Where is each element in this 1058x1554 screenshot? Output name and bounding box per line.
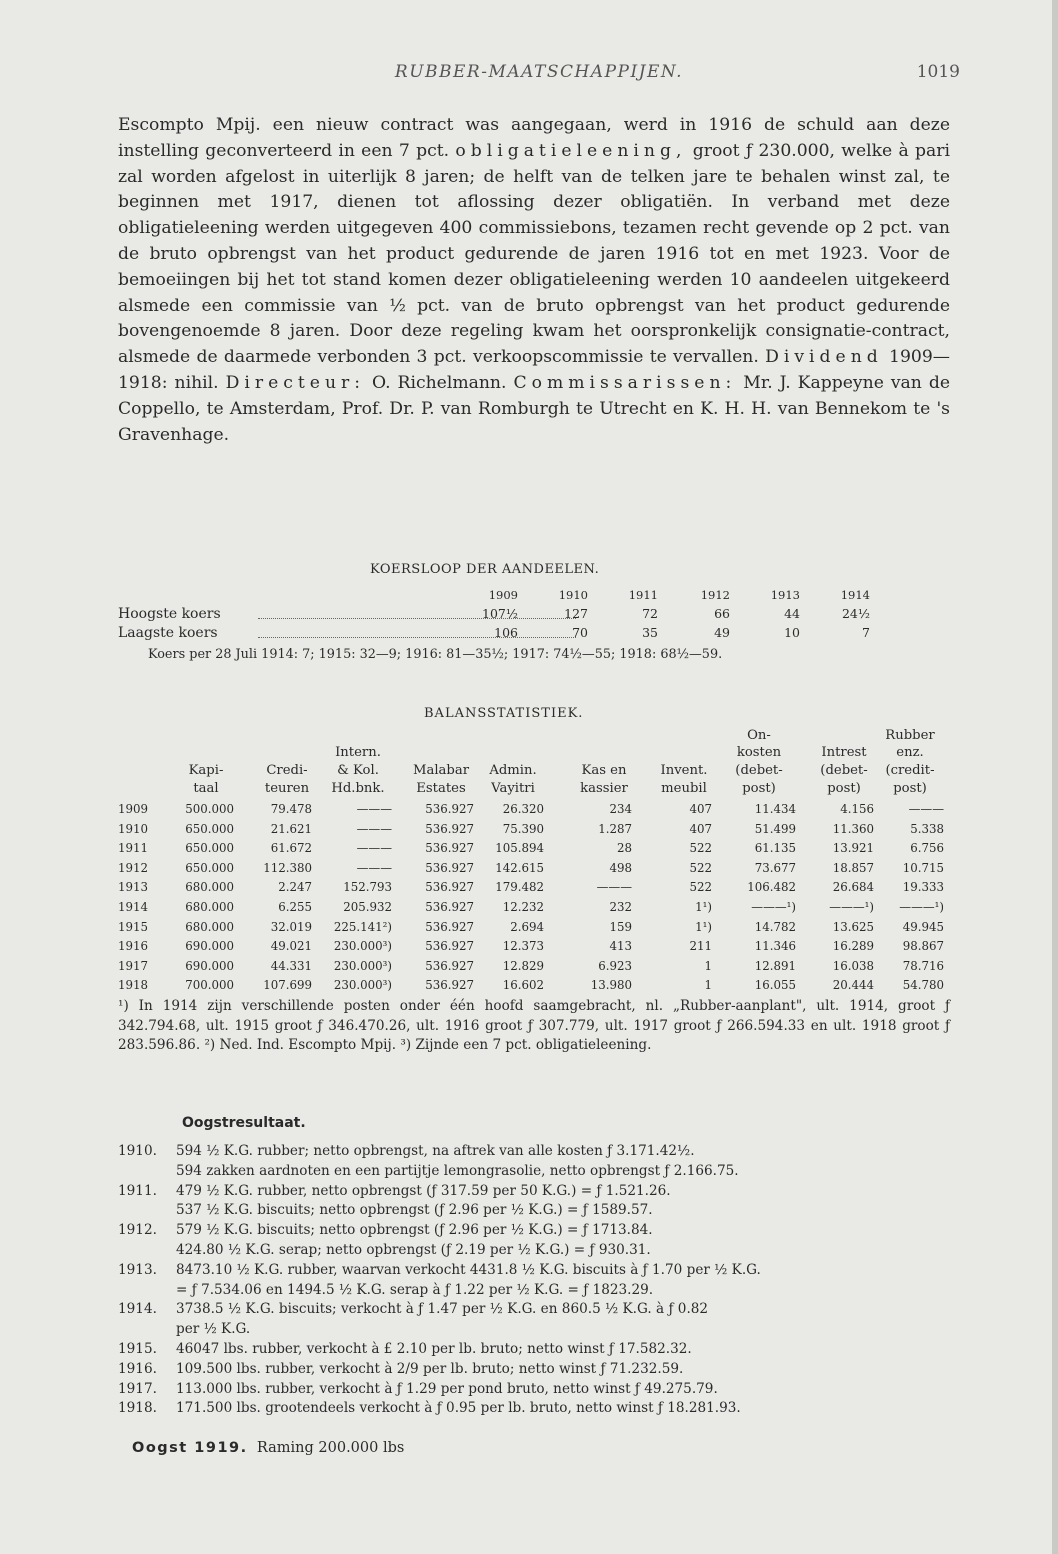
table-cell: 6.923 [598,958,632,973]
column-header: Kapi- [188,763,224,778]
page-edge [1052,0,1058,1554]
oogst-year: 1913. [118,1261,157,1278]
year-header: 1912 [700,588,730,602]
column-header: post) [742,781,776,796]
table-cell: 680.000 [185,900,234,914]
table-cell: 1 [704,978,712,993]
year-header: 1910 [558,588,588,602]
table-cell: 225.141²) [333,919,392,934]
table-cell: 536.927 [425,860,474,875]
table-cell: ——— [356,860,392,875]
oogst-year: 1914. [118,1301,157,1318]
row-year: 1918 [118,978,149,993]
table-cell: 107.699 [263,978,312,993]
column-header: teuren [264,781,310,796]
column-header: kosten [736,745,782,760]
table-cell: 20.444 [832,978,874,993]
table-cell: 16.289 [832,939,874,954]
column-header: (debet- [820,763,868,778]
oogst-year: 1917. [118,1380,157,1397]
oogst-text: 594 zakken aardnoten en een partijtje lemongrasolie, netto opbrengst ƒ 2.166.75. [176,1162,739,1179]
column-header: enz. [896,745,924,760]
column-header: post) [893,781,927,796]
table-cell: 232 [609,900,632,914]
oogst-text: 46047 lbs. rubber, verkocht à £ 2.10 per lb. bruto; netto winst ƒ 17.582.32. [176,1341,692,1357]
koers-row-low [118,625,950,643]
column-header: meubil [661,781,707,796]
row-year: 1917 [118,958,149,973]
table-cell: ——— [596,880,632,895]
oogst-text: per ½ K.G. [176,1321,251,1338]
table-cell: ——— [356,841,392,856]
koers-value: 107½ [482,606,518,621]
table-cell: 18.857 [832,860,874,875]
table-cell: ——— [908,802,944,816]
koers-label: Laagste koers [118,625,218,641]
koers-value: 106 [494,625,518,640]
page-number: 1019 [916,62,960,82]
column-header: Kas en [581,763,627,778]
table-cell: 4.156 [840,802,874,816]
oogst-year: 1916. [118,1360,157,1377]
table-cell: 1¹) [695,900,712,914]
table-cell: 230.000³) [333,978,392,993]
table-cell: 26.320 [502,802,544,816]
table-row [0,841,1058,860]
table-cell: 16.038 [832,958,874,973]
balans-footnote: ¹) In 1914 zijn verschillende posten onder één hoofd saamgebracht, nl. „Rubber-aanplant", ult. 1914, groot ƒ 342.794.68, ult. 1915 groot ƒ 346.470.26, ult. 1916 groot ƒ 307.779, ult. 1917 groot ƒ 266.594.33 en ult. 1918 groot ƒ 283.596.86. ²) Ned. Ind. Escompto Mpij. ³) Zijnde een 7 pct. obligatieleening. [118,998,950,1053]
oogst-year: 1912. [118,1222,157,1239]
koers-value: 24½ [841,606,870,621]
table-cell: 230.000³) [333,939,392,954]
row-year: 1913 [118,880,149,895]
table-cell: 159 [609,919,632,934]
table-cell: 78.716 [902,958,944,973]
table-cell: 61.135 [754,841,796,856]
year-header: 1914 [840,588,870,602]
oogst-text: 113.000 lbs. rubber, verkocht à ƒ 1.29 per pond bruto, netto winst ƒ 49.275.79. [176,1380,718,1397]
table-cell: 152.793 [343,880,392,895]
balans-title: BALANSSTATISTIEK. [424,706,584,721]
column-header: Invent. [660,763,708,778]
oogst-text: 109.500 lbs. rubber, verkocht à 2/9 per lb. bruto; netto winst ƒ 71.232.59. [176,1360,684,1377]
spaced-term: obligatieleening, [455,140,687,161]
table-cell: 407 [689,821,712,836]
year-header: 1913 [770,588,800,602]
koers-note: Koers per 28 Juli 1914: 7; 1915: 32—9; 1916: 81—35½; 1917: 74½—55; 1918: 68½—59. [148,647,723,662]
column-header: Credi- [266,763,308,778]
table-cell: 13.921 [832,841,874,856]
koers-value: 44 [784,606,800,621]
row-year: 1914 [118,900,149,914]
table-cell: 536.927 [425,880,474,895]
column-header: Intern. [335,745,381,760]
table-row [0,822,1058,841]
header-title: RUBBER-MAATSCHAPPIJEN. [394,62,684,82]
table-cell: 690.000 [185,939,234,954]
oogst-year: 1915. [118,1341,157,1357]
row-year: 1910 [118,821,149,836]
table-row [0,959,1058,978]
table-cell: 61.672 [270,841,312,856]
table-cell: 44.331 [270,958,312,973]
column-header: Intrest [821,745,867,760]
table-cell: 2.247 [278,880,312,895]
table-cell: 2.694 [510,919,544,934]
table-cell: 650.000 [185,841,234,856]
table-cell: 680.000 [185,880,234,895]
koers-value: 70 [572,625,588,640]
row-year: 1912 [118,860,149,875]
oogst-final-label: Oogst 1919. [132,1440,248,1456]
koers-value: 66 [714,606,730,621]
koers-row-high [118,606,950,624]
table-row [0,920,1058,939]
oogst-text: 579 ½ K.G. biscuits; netto opbrengst (ƒ 2.96 per ½ K.G.) = ƒ 1713.84. [176,1222,653,1239]
oogst-title: Oogstresultaat. [182,1115,306,1131]
column-header: Admin. [489,763,537,778]
column-header: Vayitri [491,781,535,796]
column-header: Malabar [412,763,470,778]
table-cell: 205.932 [343,900,392,914]
table-cell: 536.927 [425,958,474,973]
table-cell: 11.434 [754,802,796,816]
oogst-final-text: Raming 200.000 lbs [256,1440,405,1456]
oogst-text: 424.80 ½ K.G. serap; netto opbrengst (ƒ 2.19 per ½ K.G.) = ƒ 930.31. [176,1242,651,1258]
directeur-value: O. Richelmann. [365,372,514,393]
table-cell: 5.338 [910,821,944,836]
table-cell: 680.000 [185,919,234,934]
table-cell: 536.927 [425,841,474,856]
row-year: 1909 [118,802,149,816]
table-cell: ———¹) [829,900,874,914]
table-cell: 1¹) [695,919,712,934]
table-cell: 12.829 [502,958,544,973]
table-row [0,861,1058,880]
body-text-2: groot ƒ 230.000, welke à pari zal worden afgelost in uiterlijk 8 jaren; de helft van de telken jare te behalen winst zal, te beginnen met 1917, dienen tot aflossing dezer obligatiën. In verband met deze obligatieleening werden uitgegeven 400 commissiebons, tezamen recht gevende op 2 pct. van de bruto opbrengst van het product gedurende de jaren 1916 tot en met 1923. Voor de bemoeiingen bij het tot stand komen dezer obligatieleening werden 10 aandeelen uitgekeerd alsmede een commissie van ½ pct. van de bruto opbrengst van het product gedurende bovengenoemde 8 jaren. Door deze regeling kwam het oorspronkelijk consignatie-contract, alsmede de daarmede verbonden 3 pct. verkoopscommissie te vervallen. [118,140,950,368]
table-cell: 112.380 [263,860,312,875]
table-cell: 413 [609,939,632,954]
table-cell: 32.019 [270,919,312,934]
table-cell: 522 [689,860,712,875]
table-cell: 49.945 [902,919,944,934]
table-cell: 536.927 [425,802,474,816]
table-row [0,880,1058,899]
year-header: 1909 [488,588,518,602]
table-cell: 536.927 [425,919,474,934]
koersloop-title: KOERSLOOP DER AANDEELEN. [370,562,600,577]
table-cell: 16.602 [502,978,544,993]
table-cell: 19.333 [902,880,944,895]
table-cell: 650.000 [185,860,234,875]
table-cell: 690.000 [185,958,234,973]
table-cell: 650.000 [185,821,234,836]
column-header: & Kol. [337,763,379,778]
oogst-year: 1911. [118,1182,157,1199]
table-cell: 49.021 [270,939,312,954]
running-header [118,62,960,90]
year-header: 1911 [628,588,658,602]
table-cell: 536.927 [425,900,474,914]
column-header: (debet- [735,763,783,778]
table-cell: 179.482 [495,880,544,895]
table-cell: 51.499 [754,821,796,836]
table-row [0,978,1058,997]
koers-value: 49 [714,625,730,640]
column-header: Rubber [885,728,935,743]
table-cell: 73.677 [754,860,796,875]
table-cell: ———¹) [751,900,796,914]
table-cell: 536.927 [425,939,474,954]
dividend-value: 1909—1918: nihil. [118,347,950,393]
table-cell: 14.782 [754,919,796,934]
koers-value: 35 [642,625,658,640]
oogst-year: 1918. [118,1400,157,1417]
koers-value: 72 [642,606,658,621]
table-cell: 106.482 [747,880,796,895]
column-header: kassier [580,781,628,796]
table-cell: 11.346 [754,939,796,954]
table-cell: 1.287 [598,821,632,836]
table-cell: 230.000³) [333,958,392,973]
table-cell: ——— [356,821,392,836]
table-cell: 522 [689,841,712,856]
table-cell: 13.980 [590,978,632,993]
table-cell: 12.373 [502,939,544,954]
koers-value: 7 [862,625,870,640]
table-cell: 10.715 [902,860,944,875]
body-paragraph [118,113,950,448]
column-header: taal [193,781,219,796]
column-header: On- [747,728,771,743]
oogst-year: 1910. [118,1143,157,1159]
table-row [0,900,1058,919]
oogst-text: 8473.10 ½ K.G. rubber, waarvan verkocht 4431.8 ½ K.G. biscuits à ƒ 1.70 per ½ K.G. [176,1261,761,1278]
oogst-text: 479 ½ K.G. rubber, netto opbrengst (ƒ 317.59 per 50 K.G.) = ƒ 1.521.26. [176,1182,671,1199]
table-cell: 500.000 [185,802,234,816]
table-cell: 536.927 [425,821,474,836]
table-cell: 79.478 [270,802,312,816]
table-cell: 21.621 [270,821,312,836]
table-cell: 142.615 [495,860,544,875]
column-header: post) [827,781,861,796]
koers-value: 10 [784,625,800,640]
commissarissen-label: Commissarissen: [513,372,737,393]
oogst-text: = ƒ 7.534.06 en 1494.5 ½ K.G. serap à ƒ 1.22 per ½ K.G. = ƒ 1823.29. [176,1281,654,1298]
body-text-1: Escompto Mpij. een nieuw contract was aangegaan, werd in 1916 de schuld aan deze instelling geconverteerd in een 7 pct. [118,115,950,161]
table-cell: 234 [609,802,632,816]
table-cell: ———¹) [899,900,944,914]
table-row [0,939,1058,958]
oogst-text: 171.500 lbs. grootendeels verkocht à ƒ 0.95 per lb. bruto, netto winst ƒ 18.281.93. [176,1400,741,1417]
table-cell: 12.232 [502,900,544,914]
table-cell: 536.927 [425,978,474,993]
row-year: 1911 [118,841,149,856]
directeur-label: Directeur: [225,372,366,393]
row-year: 1916 [118,939,149,954]
commissarissen-value: Mr. J. Kappeyne van de Coppello, te Amsterdam, Prof. Dr. P. van Romburgh te Utrecht en K. H. H. van Bennekom te 's Gravenhage. [118,372,951,445]
table-cell: 13.625 [832,919,874,934]
table-cell: 11.360 [832,821,874,836]
table-cell: 54.780 [902,978,944,993]
table-cell: 498 [609,860,632,875]
column-header: Hd.bnk. [331,781,385,796]
row-year: 1915 [118,919,149,934]
table-cell: 522 [689,880,712,895]
koers-label: Hoogste koers [118,606,221,622]
oogst-text: 3738.5 ½ K.G. biscuits; verkocht à ƒ 1.47 per ½ K.G. en 860.5 ½ K.G. à ƒ 0.82 [176,1301,709,1318]
table-cell: 26.684 [832,880,874,895]
table-cell: 211 [689,939,712,954]
table-cell: ——— [356,802,392,816]
table-cell: 28 [616,841,632,856]
oogst-text: 537 ½ K.G. biscuits; netto opbrengst (ƒ 2.96 per ½ K.G.) = ƒ 1589.57. [176,1202,653,1219]
dividend-label: Dividend [765,347,883,368]
table-cell: 700.000 [185,978,234,993]
table-cell: 75.390 [502,821,544,836]
table-cell: 16.055 [754,978,796,993]
table-cell: 407 [689,802,712,816]
table-row [0,802,1058,821]
column-header: Estates [416,781,466,796]
table-cell: 1 [704,958,712,973]
table-cell: 105.894 [495,841,544,856]
table-cell: 98.867 [902,939,944,954]
column-header: (credit- [885,763,935,778]
table-cell: 12.891 [754,958,796,973]
oogst-final [132,1440,404,1456]
koers-value: 127 [564,606,588,621]
table-cell: 6.756 [910,841,944,856]
oogst-text: 594 ½ K.G. rubber; netto opbrengst, na aftrek van alle kosten ƒ 3.171.42½. [176,1143,695,1159]
table-cell: 6.255 [278,900,312,914]
